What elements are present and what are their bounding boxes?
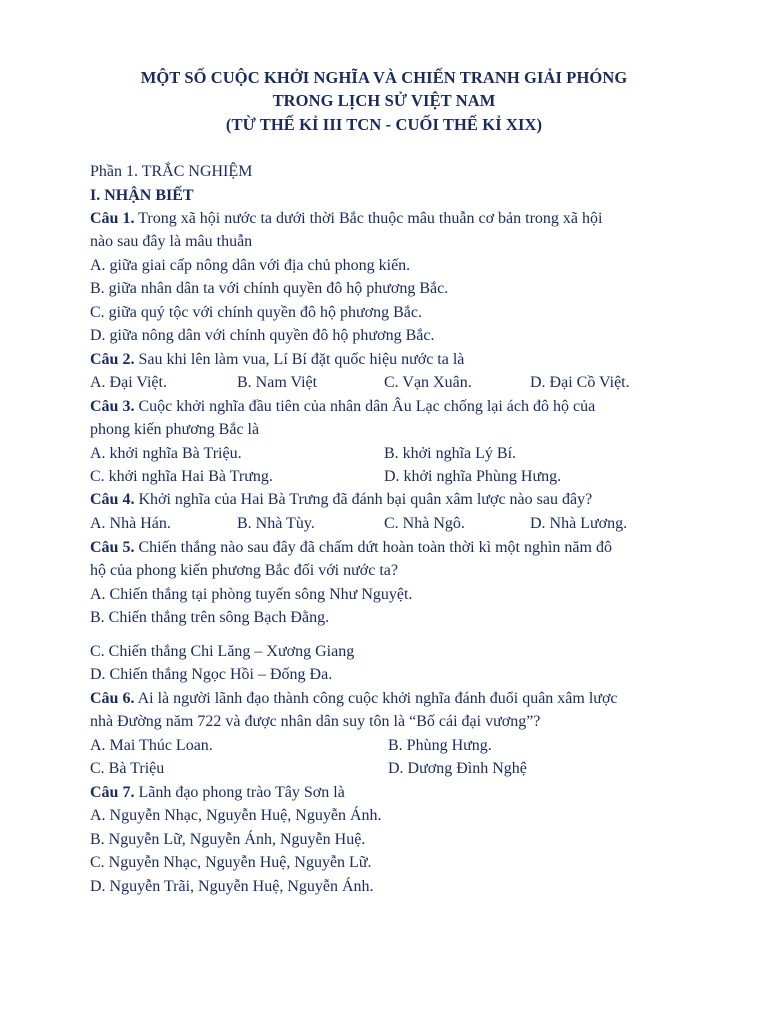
- question-4-option-b: B. Nhà Tùy.: [237, 515, 315, 532]
- question-5-stem-cont: hộ của phong kiến phương Bắc đối với nước ta?: [90, 562, 398, 579]
- question-6-option-b: B. Phùng Hưng.: [388, 737, 492, 754]
- question-7-option-d: D. Nguyễn Trãi, Nguyễn Huệ, Nguyễn Ánh.: [90, 878, 374, 895]
- section-part-heading: Phần 1. TRẮC NGHIỆM: [90, 163, 253, 180]
- section-level-heading: I. NHẬN BIẾT: [90, 187, 194, 204]
- document-title-line-1: MỘT SỐ CUỘC KHỞI NGHĨA VÀ CHIẾN TRANH GIẢI PHÓNG: [140, 68, 628, 87]
- question-1-stem: [90, 208, 602, 230]
- question-4-stem: [90, 489, 592, 511]
- question-6-option-c: C. Bà Triệu: [90, 760, 165, 777]
- question-5-option-d: D. Chiến thắng Ngọc Hồi – Đống Đa.: [90, 666, 333, 683]
- question-text: Chiến thắng nào sau đây đã chấm dứt hoàn toàn thời kì một nghìn năm đô: [134, 539, 612, 556]
- question-6-stem: [90, 688, 618, 710]
- question-3-option-d: D. khởi nghĩa Phùng Hưng.: [384, 468, 562, 485]
- question-3-option-b: B. khởi nghĩa Lý Bí.: [384, 445, 517, 462]
- question-7-option-c: C. Nguyễn Nhạc, Nguyễn Huệ, Nguyễn Lữ.: [90, 854, 372, 871]
- question-4-option-c: C. Nhà Ngô.: [384, 515, 465, 532]
- question-text: Cuộc khởi nghĩa đầu tiên của nhân dân Âu Lạc chống lại ách đô hộ của: [134, 398, 596, 415]
- question-text: Sau khi lên làm vua, Lí Bí đặt quốc hiệu nước ta là: [134, 351, 465, 368]
- question-2-option-c: C. Vạn Xuân.: [384, 374, 472, 391]
- question-7-option-b: B. Nguyễn Lữ, Nguyễn Ánh, Nguyễn Huệ.: [90, 831, 366, 848]
- question-number: Câu 2.: [90, 351, 135, 368]
- question-5-stem: [90, 537, 612, 559]
- question-2-option-a: A. Đại Việt.: [90, 374, 167, 391]
- question-text: Trong xã hội nước ta dưới thời Bắc thuộc mâu thuẫn cơ bản trong xã hội: [134, 210, 603, 227]
- question-2-option-d: D. Đại Cồ Việt.: [530, 374, 630, 391]
- question-7-option-a: A. Nguyễn Nhạc, Nguyễn Huệ, Nguyễn Ánh.: [90, 807, 382, 824]
- question-number: Câu 6.: [90, 690, 135, 707]
- question-2-option-b: B. Nam Việt: [237, 374, 318, 391]
- question-3-option-c: C. khởi nghĩa Hai Bà Trưng.: [90, 468, 273, 485]
- document-title-line-3: (TỪ THẾ KỈ III TCN - CUỐI THẾ KỈ XIX): [225, 115, 543, 134]
- question-1-option-d: D. giữa nông dân với chính quyền đô hộ phương Bắc.: [90, 327, 435, 344]
- question-6-option-d: D. Dương Đình Nghệ: [388, 760, 527, 777]
- question-3-stem: [90, 396, 595, 418]
- question-5-option-a: A. Chiến thắng tại phòng tuyến sông Như Nguyệt.: [90, 586, 413, 603]
- question-4-option-d: D. Nhà Lương.: [530, 515, 628, 532]
- question-text: Khởi nghĩa của Hai Bà Trưng đã đánh bại quân xâm lược nào sau đây?: [134, 491, 593, 508]
- question-2-stem: [90, 349, 464, 371]
- question-1-option-c: C. giữa quý tộc với chính quyền đô hộ phương Bắc.: [90, 304, 422, 321]
- question-number: Câu 1.: [90, 210, 135, 227]
- question-number: Câu 3.: [90, 398, 135, 415]
- question-1-option-b: B. giữa nhân dân ta với chính quyền đô hộ phương Bắc.: [90, 280, 449, 297]
- question-3-stem-cont: phong kiến phương Bắc là: [90, 421, 260, 438]
- question-1-option-a: A. giữa giai cấp nông dân với địa chủ phong kiến.: [90, 257, 411, 274]
- question-7-stem: [90, 782, 345, 804]
- question-3-option-a: A. khởi nghĩa Bà Triệu.: [90, 445, 242, 462]
- question-number: Câu 5.: [90, 539, 135, 556]
- question-5-option-c: C. Chiến thắng Chi Lăng – Xương Giang: [90, 643, 355, 660]
- question-text: Ai là người lãnh đạo thành công cuộc khởi nghĩa đánh đuổi quân xâm lược: [134, 690, 618, 707]
- question-text: Lãnh đạo phong trào Tây Sơn là: [134, 784, 345, 801]
- question-6-stem-cont: nhà Đường năm 722 và được nhân dân suy tôn là “Bố cái đại vương”?: [90, 713, 541, 730]
- question-4-option-a: A. Nhà Hán.: [90, 515, 171, 532]
- question-number: Câu 4.: [90, 491, 135, 508]
- question-6-option-a: A. Mai Thúc Loan.: [90, 737, 213, 754]
- document-title-line-2: TRONG LỊCH SỬ VIỆT NAM: [272, 91, 496, 110]
- question-5-option-b: B. Chiến thắng trên sông Bạch Đằng.: [90, 609, 330, 626]
- question-1-stem-cont: nào sau đây là mâu thuẫn: [90, 233, 253, 250]
- question-number: Câu 7.: [90, 784, 135, 801]
